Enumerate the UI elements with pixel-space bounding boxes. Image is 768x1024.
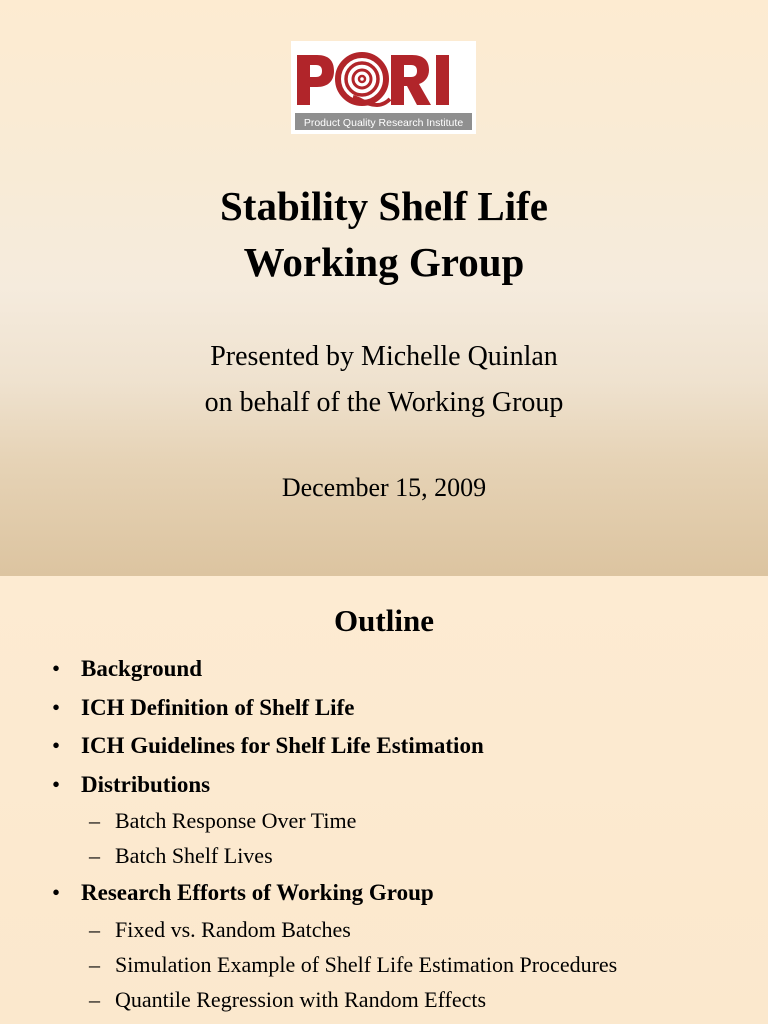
outline-subitem-text: Batch Shelf Lives (115, 843, 273, 868)
outline-item (0, 727, 768, 766)
dash-marker: – (89, 951, 100, 977)
logo-wave-rings-icon (338, 55, 390, 105)
presenter-line-2: on behalf of the Working Group (204, 387, 564, 418)
slide-title (0, 178, 768, 290)
bullet-marker: • (52, 694, 61, 720)
outline-subitem (0, 913, 768, 948)
outline-subitem (0, 948, 768, 983)
outline-item (0, 874, 768, 913)
presenter-line-1: Presented by Michelle Quinlan (210, 341, 558, 372)
title-line-2: Working Group (243, 239, 525, 285)
outline-title: Outline (334, 603, 434, 638)
outline-item (0, 766, 768, 805)
outline-item (0, 689, 768, 728)
bullet-marker: • (52, 656, 61, 681)
outline-subitem-text: Fixed vs. Random Batches (115, 916, 351, 942)
outline-subitem (0, 804, 768, 839)
outline-subitem (0, 983, 768, 1018)
outline-subitem (0, 839, 768, 874)
presenter-block (0, 334, 768, 426)
outline-subitem-text: Simulation Example of Shelf Life Estimation Procedures (115, 951, 618, 977)
bullet-marker: • (52, 880, 61, 905)
dash-marker: – (89, 986, 100, 1012)
outline-item-text: Background (81, 656, 203, 681)
presentation-date: December 15, 2009 (281, 473, 487, 502)
title-line-1: Stability Shelf Life (219, 183, 549, 229)
logo-tagline: Product Quality Research Institute (303, 117, 464, 129)
logo-letter-p (297, 55, 334, 105)
outline-list (0, 650, 768, 1018)
dash-marker: – (89, 916, 100, 942)
logo-letter-i (436, 55, 449, 105)
outline-item-text: Distributions (81, 771, 211, 797)
outline-slide (0, 576, 768, 1024)
outline-item (0, 650, 768, 689)
outline-subitem-text: Quantile Regression with Random Effects (115, 986, 487, 1012)
outline-item-text: ICH Definition of Shelf Life (81, 694, 355, 720)
dash-marker: – (89, 843, 100, 868)
logo-letter-r (391, 55, 431, 105)
dash-marker: – (89, 808, 100, 833)
outline-subitem-text: Batch Response Over Time (115, 808, 357, 833)
bullet-marker: • (52, 771, 61, 797)
pqri-logo (291, 41, 476, 134)
outline-item-text: ICH Guidelines for Shelf Life Estimation (81, 733, 484, 758)
bullet-marker: • (52, 733, 61, 758)
outline-item-text: Research Efforts of Working Group (81, 880, 434, 905)
